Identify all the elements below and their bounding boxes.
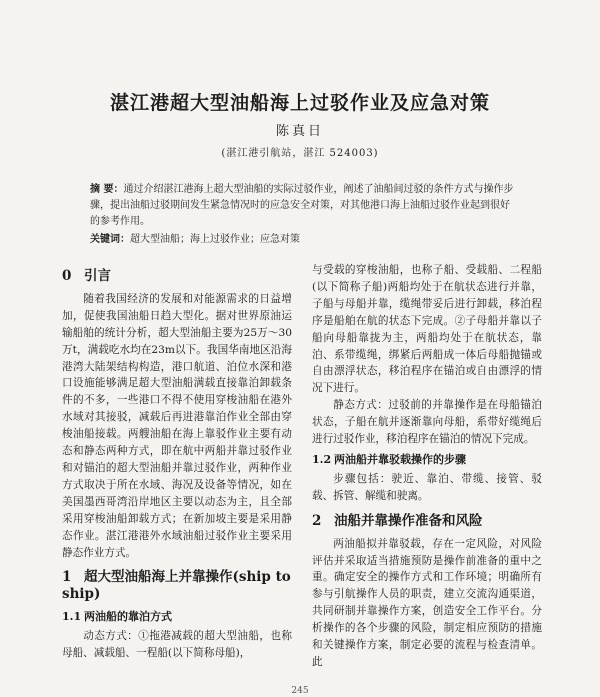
right-column — [312, 262, 542, 671]
subsection-title: 两油船的靠泊方式 — [84, 610, 172, 624]
section-heading-2 — [312, 513, 542, 530]
subsection-number: 1.1 — [62, 610, 82, 624]
author-name: 陈真日 — [275, 124, 324, 139]
section-heading-1 — [62, 569, 292, 603]
abstract-text: 通过介绍湛江港海上超大型油船的实际过驳作业，阐述了油船间过驳的条件方式与操作步骤，提出油船过驳期间发生紧急情况时的应急安全对策，对其他港口海上油船过驳作业起到很好的参考作用。 — [90, 184, 514, 227]
section-number: 2 — [312, 512, 322, 529]
section-number: 0 — [62, 268, 72, 284]
author-affiliation: (湛江港引航站，湛江 524003) — [221, 148, 379, 159]
keywords-text: 超大型油船；海上过驳作业；应急对策 — [130, 234, 300, 245]
paragraph-intro: 随着我国经济的发展和对能源需求的日益增加，促使我国油船日趋大型化。据对世界原油运输船舶的统计分析，超大型油船主要为25万～30万t，满载吃水均在23m以下。我国华南地区沿海港湾大陆架结构构造，港口航道、泊位水深和港口设施能够满足超大型油船满载直接靠泊卸载条件的不多，一些港口不得不使用穿梭油船在港外水域对其接驳，减载后再进港靠泊作业全部由穿梭油船接载。两艘油船在海上靠驳作业主要有动态和静态两种方式，即在航中两船并靠过驳作业和对锚泊的超大型油船并靠过驳作业，两种作业方式取决于所在水域、海况及设备等情况，如在美国墨西哥湾沿岸地区主要以动态为主，且全部采用穿梭油船卸载方式；在新加坡主要是采用静态作业。湛江港港外水域油船过驳作业主要采用静态作业方式。 — [62, 292, 292, 559]
paragraph-dynamic-mode: 动态方式：①拖港减载的超大型油船，也称母船、减载船、一程船(以下简称母船)， — [62, 630, 292, 660]
abstract — [90, 182, 518, 230]
section-title: 油船并靠操作准备和风险 — [334, 512, 483, 529]
paragraph-risk: 两油船拟并靠驳载，存在一定风险，对风险评估并采取适当措施预防是操作前准备的重中之重。确定安全的操作方式和工作环境；明确所有参与引航操作人员的职责，建立交流沟通渠道，共同研制并靠操作方案，创造安全工作平台。分析操作的各个步骤的风险，制定相应预防的措施和关键操作方案，制定必要的流程与检查清单。此 — [312, 537, 542, 668]
left-column — [62, 264, 292, 662]
paper-title: 湛江港超大型油船海上过驳作业及应急对策 — [109, 92, 490, 114]
section-number: 1 — [62, 569, 72, 586]
paragraph-continued: 与受载的穿梭油船，也称子船、受载船、二程船(以下简称子船)两船均处于在航状态进行并靠，子船与母船并靠，缆绳带妥后进行卸载，移泊程序是船舶在航的状态下完成。②子母船并靠以子船向母船靠拢为主，两船均处于在航状态，靠泊、系带缆绳，绑紧后两船成一体后母船抛锚或自由漂浮状态，移泊程序在锚泊或自由漂浮的情况下进行。 — [312, 264, 542, 395]
abstract-label: 摘 要： — [90, 184, 124, 195]
keywords-label: 关键词： — [90, 234, 130, 245]
subsection-heading-1-1 — [62, 609, 292, 626]
paragraph-static-mode: 静态方式：过驳前的并靠操作是在母船锚泊状态，子船在航并逐渐靠向母船，系带好缆绳后进行过驳作业，移泊程序在锚泊的情况下完成。 — [312, 399, 542, 446]
subsection-title: 两油船并靠驳载操作的步骤 — [334, 452, 466, 466]
keywords — [90, 232, 518, 248]
paragraph-steps: 步骤包括：驶近、靠泊、带缆、接管、驳载、拆管、解缆和驶离。 — [312, 472, 542, 502]
section-title: 超大型油船海上并靠操作(ship to ship) — [62, 569, 291, 603]
page-number: 245 — [291, 686, 309, 696]
section-heading-0 — [62, 268, 292, 285]
section-title: 引言 — [84, 268, 111, 284]
subsection-heading-1-2 — [312, 452, 542, 469]
subsection-number: 1.2 — [312, 452, 332, 466]
